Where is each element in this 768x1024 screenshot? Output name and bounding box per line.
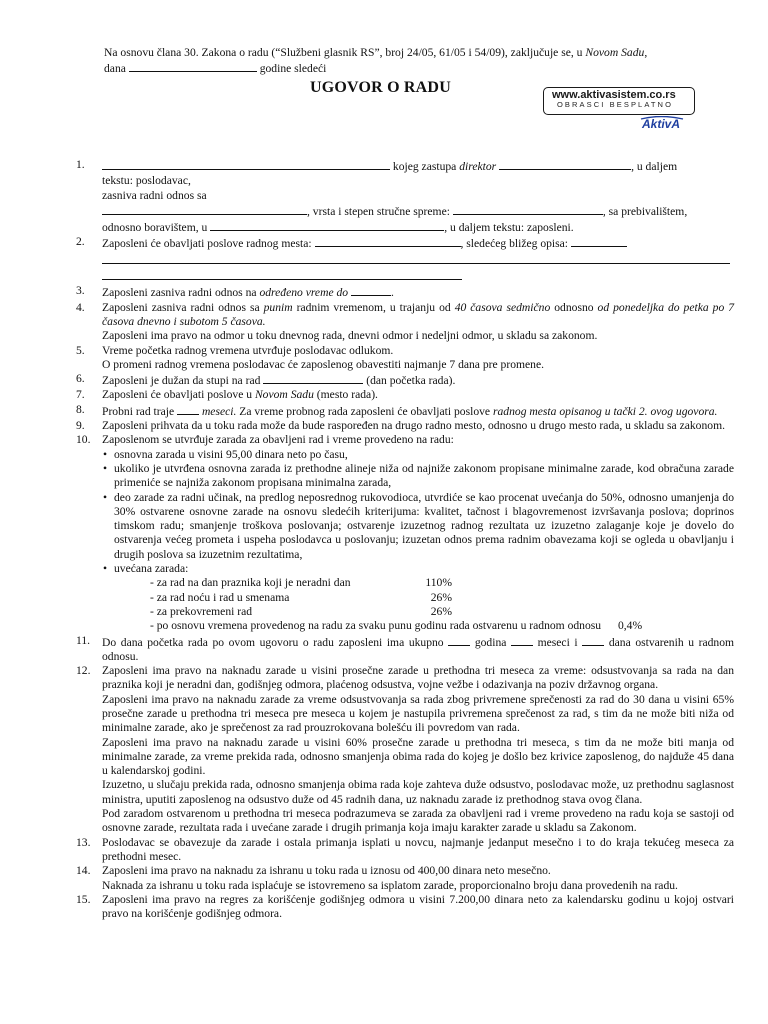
increase-percent: 26% xyxy=(430,590,452,604)
employer-name-blank[interactable] xyxy=(102,158,390,170)
text: radnog mesta opisanog u tački 2. ovog ugovora. xyxy=(493,404,718,418)
clause-9 xyxy=(74,419,734,433)
text: tekstu: poslodavac, xyxy=(102,174,191,188)
clause-6 xyxy=(74,372,734,388)
text: , u daljem xyxy=(631,160,678,173)
text: Zaposleni je dužan da stupi na rad xyxy=(102,374,261,388)
clause-11 xyxy=(74,634,734,665)
text: Zaposleni ima pravo na odmor u toku dnevnog rada, dnevni odmor i nedeljni odmor, u skladu sa zakonom. xyxy=(102,329,598,343)
text: meseci i xyxy=(537,635,578,649)
clause-number: 4. xyxy=(76,300,85,314)
intro-city: Novom Sadu xyxy=(585,46,645,59)
increase-row xyxy=(102,576,734,590)
employee-name-blank[interactable] xyxy=(102,203,307,215)
probation-months-blank[interactable] xyxy=(177,403,199,415)
list-item: • uvećana zarada: xyxy=(102,562,734,576)
clause-3 xyxy=(74,284,734,300)
clause-14 xyxy=(74,864,734,893)
text: Zaposleni zasniva radni odnos na xyxy=(102,286,257,300)
text: Zaposleni zasniva radni odnos sa xyxy=(102,300,260,314)
document-title: UGOVOR O RADU xyxy=(310,79,451,96)
logo-url: www.aktivasistem.co.rs xyxy=(552,89,676,101)
increase-percent: 110% xyxy=(425,576,452,590)
text: , sledećeg bližeg opisa: xyxy=(460,237,569,251)
text: Probni rad traje xyxy=(102,404,175,418)
increase-label: - po osnovu vremena provedenog na radu za svaku punu godinu rada ostvarenu u radnom odnosu xyxy=(150,619,602,633)
clause-number: 8. xyxy=(76,402,85,416)
text: zasniva radni odnos sa xyxy=(102,188,207,202)
text: meseci. xyxy=(201,404,237,418)
clause-4 xyxy=(74,301,734,344)
start-date-blank[interactable] xyxy=(263,372,363,384)
text: O promeni radnog vremena poslodavac će zaposlenog obavestiti najmanje 7 dana pre promene. xyxy=(102,357,545,371)
clause-number: 12. xyxy=(76,664,91,678)
increase-percent: 26% xyxy=(430,604,452,618)
contract-body xyxy=(74,158,734,921)
text: Poslodavac se obavezuje da zarade i ostala primanja isplati u novcu, najmanje jedanput mesečno i to do kraja tekućeg meseca za prethodni mesec. xyxy=(102,835,734,863)
paragraph: Zaposleni ima pravo na naknadu za ishranu u toku rada u iznosu od 400,00 dinara neto mesečno. xyxy=(102,864,551,878)
text: 40 časova sedmično xyxy=(454,300,551,314)
aktiva-logo xyxy=(543,87,698,133)
list-item: • osnovna zarada u visini 95,00 dinara neto po času, xyxy=(102,448,734,462)
clause-number: 13. xyxy=(76,835,91,849)
increase-row xyxy=(102,591,734,605)
increase-percent: 0,4% xyxy=(617,619,643,633)
date-blank[interactable] xyxy=(129,60,257,72)
clause-2 xyxy=(74,235,734,284)
clause-number: 5. xyxy=(76,343,85,357)
clause-13 xyxy=(74,836,734,865)
paragraph: Naknada za ishranu u toku rada isplaćuje se istovremeno sa isplatom zarade, proporcionalno broju dana provedenih na radu. xyxy=(102,878,678,892)
logo-brand: AktivA xyxy=(642,117,681,131)
paragraph: Zaposleni ima pravo na naknadu zarade u visini 60% prosečne zarade u prethodna tri meseca, s tim da ne može biti manja od minimalne zarade, za vreme prekida rada, odnosno smanjenja obima rada do kojeg je došlo bez krivice zaposlenog, do najduže 45 dana u kalendarskoj godini. xyxy=(102,735,734,778)
years-blank[interactable] xyxy=(448,634,470,646)
clause-8 xyxy=(74,403,734,419)
clause-number: 6. xyxy=(76,372,85,386)
text: kojeg zastupa xyxy=(392,160,457,173)
clause-number: 1. xyxy=(76,158,85,171)
increase-label: - za rad noću i rad u smenama xyxy=(150,590,290,604)
clause-12 xyxy=(74,664,734,836)
intro-date-label: dana xyxy=(104,62,126,76)
clause-number: 15. xyxy=(76,892,91,906)
clause-number: 14. xyxy=(76,864,91,878)
clause-number: 3. xyxy=(76,284,85,298)
clause-7 xyxy=(74,388,734,402)
text: Do dana početka rada po ovom ugovoru o radu zaposleni ima ukupno xyxy=(102,635,444,649)
clause-number: 11. xyxy=(76,633,91,647)
description-line-2[interactable] xyxy=(102,268,462,280)
days-blank[interactable] xyxy=(582,634,604,646)
residence-blank[interactable] xyxy=(210,219,444,231)
clause-number: 2. xyxy=(76,235,85,249)
intro-date-suffix: godine sledeći xyxy=(259,62,327,76)
increase-row xyxy=(102,605,734,619)
months-blank[interactable] xyxy=(511,634,533,646)
text: odnosno xyxy=(554,300,594,314)
text: Za vreme probnog rada zaposleni će obavljati poslove xyxy=(239,404,491,418)
text: Zaposlenom se utvrđuje zarada za obavljeni rad i vreme provedeno na radu: xyxy=(102,433,454,447)
increase-label: - za rad na dan praznika koji je neradni dan xyxy=(150,576,351,590)
intro-line1: Na osnovu člana 30. Zakona o radu (“Službeni glasnik RS”, broj 24/05, 61/05 i 54/09), zaključuje se, u xyxy=(104,46,583,59)
text: Zaposleni će obavljati poslove radnog mesta: xyxy=(102,237,312,251)
paragraph: Zaposleni ima pravo na naknadu zarade za vreme odsustvovanja sa rada zbog privremene sprečenosti za rad do 30 dana u visini 65% prosečne zarade u prethodna tri meseca pre meseca u kojem je nastupila privremena sprečenost za rad, s tim da ne može biti niža od minimalne zarade, ako je sprečenost za rad prouzrokovana bolešću ili povredom van rada. xyxy=(102,692,734,735)
text: , sa prebivalištem, xyxy=(602,204,688,218)
director-name-blank[interactable] xyxy=(499,158,631,170)
clause-15 xyxy=(74,893,734,922)
text: punim xyxy=(263,300,293,314)
clause-number: 7. xyxy=(76,388,85,402)
clause-5 xyxy=(74,344,734,373)
clause-number: 10. xyxy=(76,433,91,447)
logo-subtitle: OBRASCI BESPLATNO xyxy=(557,100,673,109)
text: dana ostvarenih u radnom odnosu. xyxy=(102,635,735,663)
qualification-blank[interactable] xyxy=(453,203,603,215)
intro-paragraph: Na osnovu člana 30. Zakona o radu (“Službeni glasnik RS”, broj 24/05, 61/05 i 54/09), zaključuje se, u Novom Sadu, dana godine sledeći xyxy=(104,46,648,76)
text: . xyxy=(391,286,394,300)
clause-1 xyxy=(74,158,734,235)
text: Vreme početka radnog vremena utvrđuje poslodavac odlukom. xyxy=(102,343,394,357)
text: odnosno boravištem, u xyxy=(102,221,208,235)
text: Zaposleni će obavljati poslove u xyxy=(102,388,253,402)
clause-number: 9. xyxy=(76,419,85,433)
description-line-1[interactable] xyxy=(102,252,730,264)
text: radnim vremenom, u trajanju od xyxy=(296,300,451,314)
paragraph: Pod zaradom ostvarenom u prethodna tri meseca podrazumeva se zarada za obavljeni rad i vreme provedeno na radu koja se sastoji od osnovne zarade, rezultata rada i uvećane zarade i drugih primanja koja imaju karakter zarade u skladu sa Zakonom. xyxy=(102,807,734,835)
text: određeno vreme do xyxy=(259,286,349,300)
text: Zaposleni ima pravo na regres za korišćenje godišnjeg odmora u visini 7.200,00 dinara neto za kalendarsku godinu u kojoj ostvari pravo na korišćenje godišnjeg odmora. xyxy=(102,892,734,921)
text: od ponedeljka do petka po 7 časova dnevno i subotom 5 časova. xyxy=(102,300,735,328)
text: godina xyxy=(474,635,507,649)
text: , u daljem tekstu: zaposleni. xyxy=(444,221,574,235)
text: , vrsta i stepen stručne spreme: xyxy=(307,204,450,218)
fixed-term-date-blank[interactable] xyxy=(351,284,391,296)
text: (dan početka rada). xyxy=(366,374,456,388)
list-item: • deo zarade za radni učinak, na predlog neposrednog rukovodioca, utvrdiće se kao procenat uvećanja do 50%, odnosno umanjenja do 30% ostvarene osnovne zarade na osnovu sledećih kriterijuma: kvalitet, tačnost i blagovremenost izvršavanja poslova; doprinos timskom radu; smanjenje troškova poslovanja; ostvarenje izuzetnog radnog rezultata uz izuzetno zalaganje koje je dovelo do ostvarenja većeg prometa i uspeha poslodavca u poslovanju; izuzetan odnos prema radnim obavezama koji se ogleda u obavljanju i drugih poslova sa izuzetnim rezultatima, xyxy=(102,491,734,562)
paragraph: Zaposleni ima pravo na naknadu zarade u visini prosečne zarade u prethodna tri meseca za vreme: odsustvovanja sa rada na dan praznika koji je neradni dan, godišnjeg odmora, plaćenog odsustva, vojne vežbe i odazivanja na poziv državnog organa. xyxy=(102,664,734,692)
text: direktor xyxy=(459,160,497,173)
text: (mesto rada). xyxy=(316,388,378,402)
text: Zaposleni prihvata da u toku rada može da bude raspoređen na drugo radno mesto, odnosno u drugo mesto rada, u skladu sa zakonom. xyxy=(102,419,725,433)
increase-row xyxy=(102,619,734,633)
paragraph: Izuzetno, u slučaju prekida rada, odnosno smanjenja obima rada koje zahteva duže odsustvo, poslodavac može, uz prethodnu saglasnost ministra, uputiti zaposlenog na odsustvo duže od 45 radnih dana, uz naknadu zarade iz prethodnog stava ovog člana. xyxy=(102,778,734,806)
list-item: • ukoliko je utvrđena osnovna zarada iz prethodne alineje niža od najniže zakonom propisane minimalne zarade, kod obračuna zarade primeniće se najniža zakonom propisana minimalna zarada, xyxy=(102,462,734,491)
clause-10 xyxy=(74,433,734,633)
increase-label: - za prekovremeni rad xyxy=(150,604,253,618)
description-blank[interactable] xyxy=(571,235,627,247)
text: Novom Sadu xyxy=(254,388,314,402)
position-blank[interactable] xyxy=(315,235,461,247)
